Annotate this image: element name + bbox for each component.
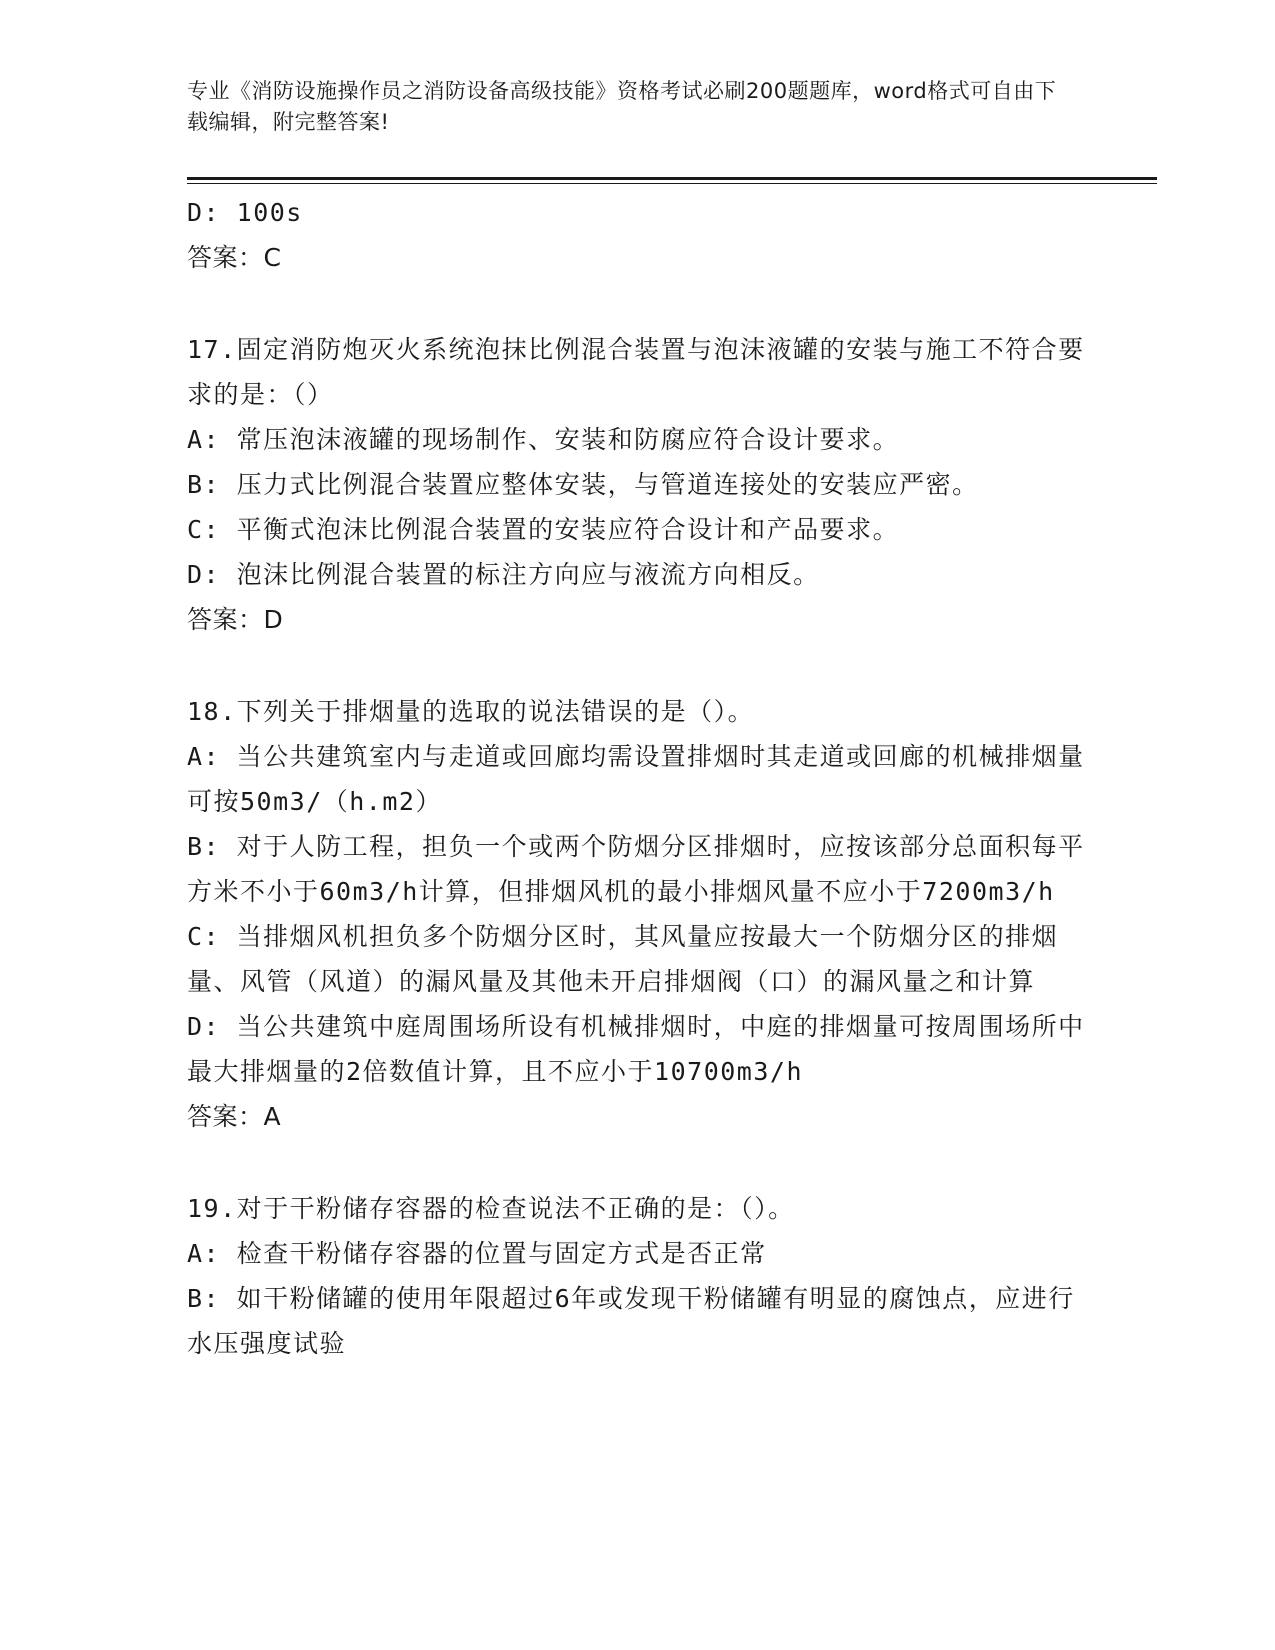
q18-option-b: B: 对于人防工程，担负一个或两个防烟分区排烟时，应按该部分总面积每平方米不小于60m3/h计算，但排烟风机的最小排烟风量不应小于7200m3/h bbox=[187, 832, 1085, 906]
question-content bbox=[187, 190, 1087, 1366]
spacer bbox=[187, 1139, 1087, 1186]
spacer bbox=[187, 280, 1087, 327]
header-rule-thin bbox=[187, 183, 1157, 184]
q18-option-d: D: 当公共建筑中庭周围场所设有机械排烟时，中庭的排烟量可按周围场所中最大排烟量的2倍数值计算，且不应小于10700m3/h bbox=[187, 1012, 1085, 1086]
q17-option-d: D: 泡沫比例混合装置的标注方向应与液流方向相反。 bbox=[187, 560, 820, 589]
q17-answer: 答案：D bbox=[187, 605, 284, 634]
prev-option-d: D: 100s bbox=[187, 198, 303, 227]
q18-stem: 18.下列关于排烟量的选取的说法错误的是（）。 bbox=[187, 697, 755, 726]
q19-option-a: A: 检查干粉储存容器的位置与固定方式是否正常 bbox=[187, 1239, 767, 1268]
spacer bbox=[187, 642, 1087, 689]
prev-answer: 答案：C bbox=[187, 243, 282, 272]
header-rule-thick bbox=[187, 177, 1157, 180]
q17-stem: 17.固定消防炮灭火系统泡抹比例混合装置与泡沫液罐的安装与施工不符合要求的是：（） bbox=[187, 335, 1085, 409]
page-header: 专业《消防设施操作员之消防设备高级技能》资格考试必刷200题题库，word格式可自由下载编辑，附完整答案! bbox=[187, 79, 1057, 134]
q18-answer: 答案：A bbox=[187, 1102, 282, 1131]
q17-option-c: C: 平衡式泡沫比例混合装置的安装应符合设计和产品要求。 bbox=[187, 515, 900, 544]
q19-option-b: B: 如干粉储罐的使用年限超过6年或发现干粉储罐有明显的腐蚀点，应进行水压强度试验 bbox=[187, 1284, 1075, 1358]
q19-stem: 19.对于干粉储存容器的检查说法不正确的是：（）。 bbox=[187, 1194, 795, 1223]
q17-option-a: A: 常压泡沫液罐的现场制作、安装和防腐应符合设计要求。 bbox=[187, 425, 900, 454]
q18-option-c: C: 当排烟风机担负多个防烟分区时，其风量应按最大一个防烟分区的排烟量、风管（风道）的漏风量及其他未开启排烟阀（口）的漏风量之和计算 bbox=[187, 922, 1059, 996]
q17-option-b: B: 压力式比例混合装置应整体安装，与管道连接处的安装应严密。 bbox=[187, 470, 979, 499]
q18-option-a: A: 当公共建筑室内与走道或回廊均需设置排烟时其走道或回廊的机械排烟量可按50m3/（h.m2） bbox=[187, 742, 1085, 816]
